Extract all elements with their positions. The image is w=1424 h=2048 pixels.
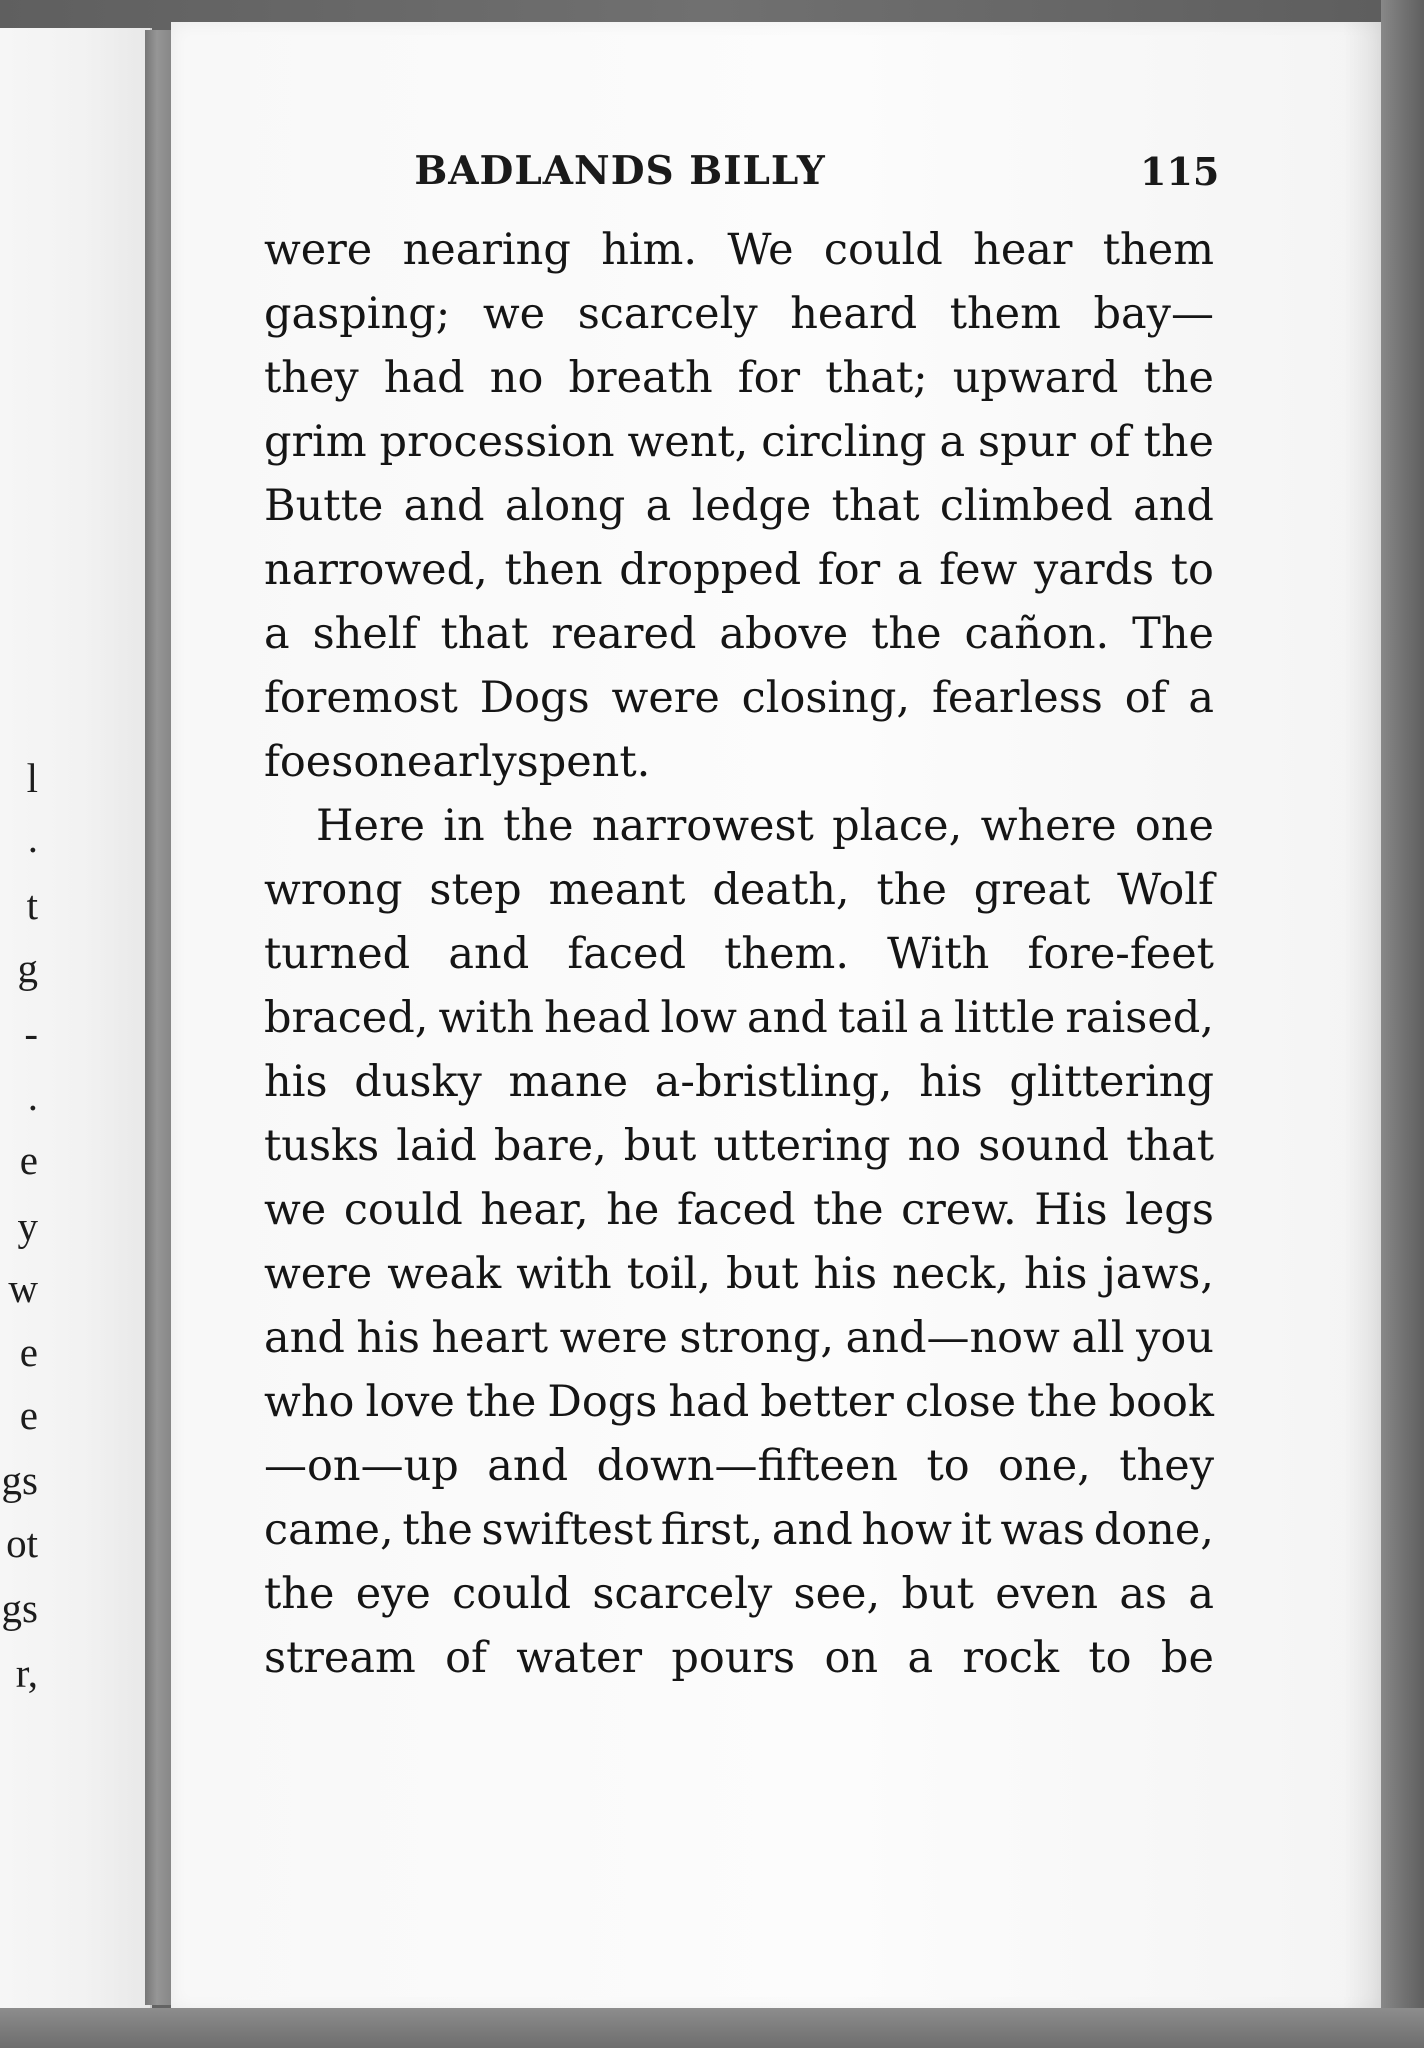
text-word: came, <box>264 1505 394 1555</box>
text-word: few <box>939 545 1018 595</box>
text-word: foe <box>264 737 332 787</box>
text-word: ledge <box>691 481 812 531</box>
text-word: a <box>1188 1569 1214 1619</box>
text-word: meant <box>548 865 686 915</box>
text-word: faced <box>567 929 686 979</box>
text-word: the <box>264 1569 335 1619</box>
text-word: to <box>1170 545 1214 595</box>
text-word: Dogs <box>547 1377 658 1427</box>
text-word: we <box>482 289 546 339</box>
text-word: and <box>487 1441 569 1491</box>
text-word: down—fifteen <box>596 1441 898 1491</box>
bottom-cover-edge <box>0 2008 1424 2048</box>
text-word: With <box>887 929 990 979</box>
text-word: grim <box>264 417 367 467</box>
left-page-fragment: l <box>26 755 38 801</box>
text-word: spent. <box>516 737 651 787</box>
text-word: as <box>1119 1569 1168 1619</box>
text-word: the <box>813 1185 884 1235</box>
left-page-fragment: gs <box>1 1457 38 1503</box>
text-word: Butte <box>264 481 384 531</box>
page-number: 115 <box>1140 148 1220 194</box>
left-page-fragment: . <box>27 1073 38 1119</box>
text-word: were <box>264 225 373 275</box>
left-page-fragment: - <box>24 1010 38 1056</box>
text-word: of <box>1088 417 1131 467</box>
text-word: a <box>939 417 966 467</box>
text-line <box>264 220 1214 280</box>
text-word: scarcely <box>577 289 758 339</box>
text-word: Dogs <box>479 673 590 723</box>
text-word: bare, <box>493 1121 607 1171</box>
text-word: one, <box>998 1441 1091 1491</box>
text-word: but <box>901 1569 974 1619</box>
text-word: could <box>343 1185 463 1235</box>
text-word: he <box>606 1185 660 1235</box>
text-word: spur <box>978 417 1076 467</box>
text-word: pours <box>671 1633 796 1683</box>
text-word: closing, <box>741 673 911 723</box>
text-word: foremost <box>264 673 458 723</box>
text-word: sound <box>978 1121 1110 1171</box>
text-word: a <box>896 545 923 595</box>
left-page-fragment: e <box>19 1392 38 1438</box>
text-word: death, <box>712 865 850 915</box>
text-word: procession <box>379 417 615 467</box>
text-word: but <box>726 1249 799 1299</box>
text-word: stream <box>264 1633 416 1683</box>
text-word: how <box>861 1505 952 1555</box>
text-word: of <box>445 1633 487 1683</box>
text-word: nearing <box>402 225 571 275</box>
text-line <box>264 604 1214 664</box>
page-shadow <box>1343 22 1381 2010</box>
text-word: and <box>1133 481 1214 531</box>
text-word: his <box>264 1057 328 1107</box>
text-word: dropped <box>619 545 802 595</box>
text-word: heart <box>431 1313 549 1363</box>
text-word: to <box>1088 1633 1132 1683</box>
text-word: his <box>813 1249 878 1299</box>
text-line <box>264 476 1214 536</box>
text-word: heard <box>790 289 918 339</box>
text-line <box>264 1372 1214 1432</box>
left-page-fragment: gs <box>1 1585 38 1631</box>
left-page <box>0 28 152 2018</box>
text-word: rock <box>962 1633 1060 1683</box>
text-word: no <box>489 353 544 403</box>
text-word: for <box>817 545 881 595</box>
text-line <box>264 1628 1214 1688</box>
text-line <box>264 924 1214 984</box>
text-word: that; <box>825 353 928 403</box>
text-word: tail <box>837 993 909 1043</box>
text-word: were <box>611 673 720 723</box>
text-word: low <box>660 993 737 1043</box>
text-word: —on—up <box>264 1441 459 1491</box>
text-word: The <box>1132 609 1214 659</box>
text-word: to <box>926 1441 970 1491</box>
text-line <box>264 668 1214 728</box>
text-word: with <box>516 1249 612 1299</box>
text-word: where <box>980 801 1117 851</box>
left-page-fragment: ot <box>6 1520 38 1566</box>
text-word: you <box>1136 1313 1214 1363</box>
running-head-title: BADLANDS BILLY <box>414 148 826 194</box>
text-word: they <box>1119 1441 1214 1491</box>
text-word: with <box>438 993 535 1043</box>
left-page-fragment: e <box>19 1137 38 1183</box>
text-word: even <box>995 1569 1099 1619</box>
text-word: that <box>440 609 529 659</box>
text-word: dusky <box>354 1057 482 1107</box>
text-word: climbed <box>939 481 1113 531</box>
text-word: circling <box>761 417 927 467</box>
text-word: we <box>264 1185 327 1235</box>
text-word: them <box>949 289 1061 339</box>
text-word: them. <box>724 929 850 979</box>
text-word: fore-feet <box>1027 929 1214 979</box>
text-word: We <box>727 225 794 275</box>
text-word: see, <box>793 1569 881 1619</box>
left-page-fragment: t <box>26 882 38 928</box>
text-word: place, <box>832 801 963 851</box>
text-word: had <box>383 353 465 403</box>
text-word: gasping; <box>264 289 451 339</box>
text-word: his <box>919 1057 983 1107</box>
text-word: glittering <box>1009 1057 1214 1107</box>
text-word: nearly <box>379 737 517 787</box>
left-page-fragment: g <box>17 945 38 991</box>
text-word: narrowed, <box>264 545 488 595</box>
text-word: a <box>1188 673 1214 723</box>
right-cover-edge <box>1381 0 1424 2048</box>
text-word: on <box>824 1633 879 1683</box>
text-word: legs <box>1125 1185 1214 1235</box>
text-word: reared <box>551 609 697 659</box>
text-word: uttering <box>713 1121 891 1171</box>
text-word: of <box>1124 673 1167 723</box>
text-word: step <box>429 865 522 915</box>
text-word: fearless <box>931 673 1103 723</box>
left-page-fragment: e <box>19 1329 38 1375</box>
text-line <box>264 1436 1214 1496</box>
text-word: went, <box>627 417 749 467</box>
text-word: above <box>719 609 849 659</box>
text-word: breath <box>568 353 713 403</box>
text-word: could <box>823 225 943 275</box>
text-word: that <box>831 481 920 531</box>
text-word: and <box>403 481 485 531</box>
text-word: his <box>1023 1249 1088 1299</box>
text-word: Here <box>316 801 425 851</box>
text-word: a <box>907 1633 934 1683</box>
text-word: could <box>452 1569 572 1619</box>
text-line <box>264 412 1214 472</box>
text-word: shelf <box>312 609 418 659</box>
text-word: him. <box>601 225 698 275</box>
text-word: his <box>356 1313 420 1363</box>
left-page-fragment: w <box>8 1265 38 1311</box>
text-word: be <box>1160 1633 1214 1683</box>
text-word: head <box>544 993 651 1043</box>
text-word: jaws, <box>1102 1249 1214 1299</box>
text-word: strong, <box>679 1313 835 1363</box>
text-word: the <box>503 801 574 851</box>
text-word: the <box>1143 417 1214 467</box>
text-word: and <box>746 993 828 1043</box>
text-line <box>316 796 1214 856</box>
text-line <box>264 732 1214 792</box>
text-word: who <box>264 1377 355 1427</box>
text-word: the <box>876 865 947 915</box>
text-word: water <box>516 1633 643 1683</box>
text-word: better <box>760 1377 894 1427</box>
text-word: it <box>960 1505 992 1555</box>
text-line <box>264 1180 1214 1240</box>
text-word: laid <box>396 1121 477 1171</box>
text-line <box>264 348 1214 408</box>
text-line <box>264 1564 1214 1624</box>
text-word: faced <box>676 1185 796 1235</box>
text-word: so <box>331 737 380 787</box>
text-word: cañon. <box>964 609 1110 659</box>
text-word: was <box>1000 1505 1085 1555</box>
text-line <box>264 1244 1214 1304</box>
text-word: along <box>504 481 626 531</box>
text-word: were <box>559 1313 668 1363</box>
running-head <box>350 146 1220 196</box>
left-page-fragment: y <box>17 1203 38 1249</box>
text-line <box>264 988 1214 1048</box>
text-word: wrong <box>264 865 403 915</box>
text-word: Wolf <box>1117 865 1214 915</box>
text-word: done, <box>1093 1505 1214 1555</box>
text-word: a-bristling, <box>654 1057 893 1107</box>
text-word: the <box>465 1377 537 1427</box>
text-word: mane <box>508 1057 629 1107</box>
left-page-fragments <box>0 28 38 2018</box>
text-word: raised, <box>1065 993 1214 1043</box>
text-word: the <box>871 609 942 659</box>
text-word: narrowest <box>591 801 814 851</box>
text-word: eye <box>355 1569 431 1619</box>
text-line <box>264 1116 1214 1176</box>
text-word: upward <box>952 353 1119 403</box>
text-word: no <box>907 1121 962 1171</box>
text-word: toil, <box>626 1249 712 1299</box>
text-word: were <box>264 1249 373 1299</box>
text-word: the <box>402 1505 473 1555</box>
text-word: a <box>645 481 672 531</box>
text-word: first, <box>660 1505 764 1555</box>
text-line <box>264 1308 1214 1368</box>
text-word: but <box>623 1121 697 1171</box>
text-word: and—now <box>845 1313 1060 1363</box>
text-word: book <box>1108 1377 1214 1427</box>
text-line <box>264 1500 1214 1560</box>
text-word: the <box>1027 1377 1098 1427</box>
text-word: for <box>737 353 801 403</box>
text-word: hear <box>973 225 1073 275</box>
text-word: weak <box>387 1249 502 1299</box>
text-word: and <box>264 1313 345 1363</box>
text-word: in <box>443 801 485 851</box>
text-word: bay— <box>1093 289 1214 339</box>
text-word: close <box>904 1377 1017 1427</box>
text-word: tusks <box>264 1121 380 1171</box>
text-word: had <box>668 1377 750 1427</box>
text-word: all <box>1071 1313 1125 1363</box>
text-word: one <box>1134 801 1214 851</box>
text-word: great <box>973 865 1091 915</box>
text-word: them <box>1102 225 1214 275</box>
text-word: love <box>365 1377 455 1427</box>
text-word: a <box>264 609 290 659</box>
text-word: swiftest <box>481 1505 653 1555</box>
text-word: and <box>448 929 530 979</box>
text-word: neck, <box>892 1249 1009 1299</box>
text-word: hear, <box>480 1185 589 1235</box>
text-word: then <box>504 545 603 595</box>
text-word: and <box>771 1505 853 1555</box>
text-word: His <box>1034 1185 1108 1235</box>
text-word: scarcely <box>592 1569 773 1619</box>
text-word: braced, <box>264 993 429 1043</box>
text-line <box>264 860 1214 920</box>
text-line <box>264 284 1214 344</box>
text-word: that <box>1126 1121 1214 1171</box>
left-page-fragment: r, <box>15 1650 38 1696</box>
text-line <box>264 540 1214 600</box>
text-line <box>264 1052 1214 1112</box>
text-word: crew. <box>901 1185 1017 1235</box>
text-word: little <box>954 993 1056 1043</box>
text-word: turned <box>264 929 411 979</box>
left-page-fragment: . <box>27 815 38 861</box>
text-word: yards <box>1034 545 1155 595</box>
text-word: they <box>264 353 359 403</box>
text-word: a <box>918 993 944 1043</box>
text-word: the <box>1143 353 1214 403</box>
